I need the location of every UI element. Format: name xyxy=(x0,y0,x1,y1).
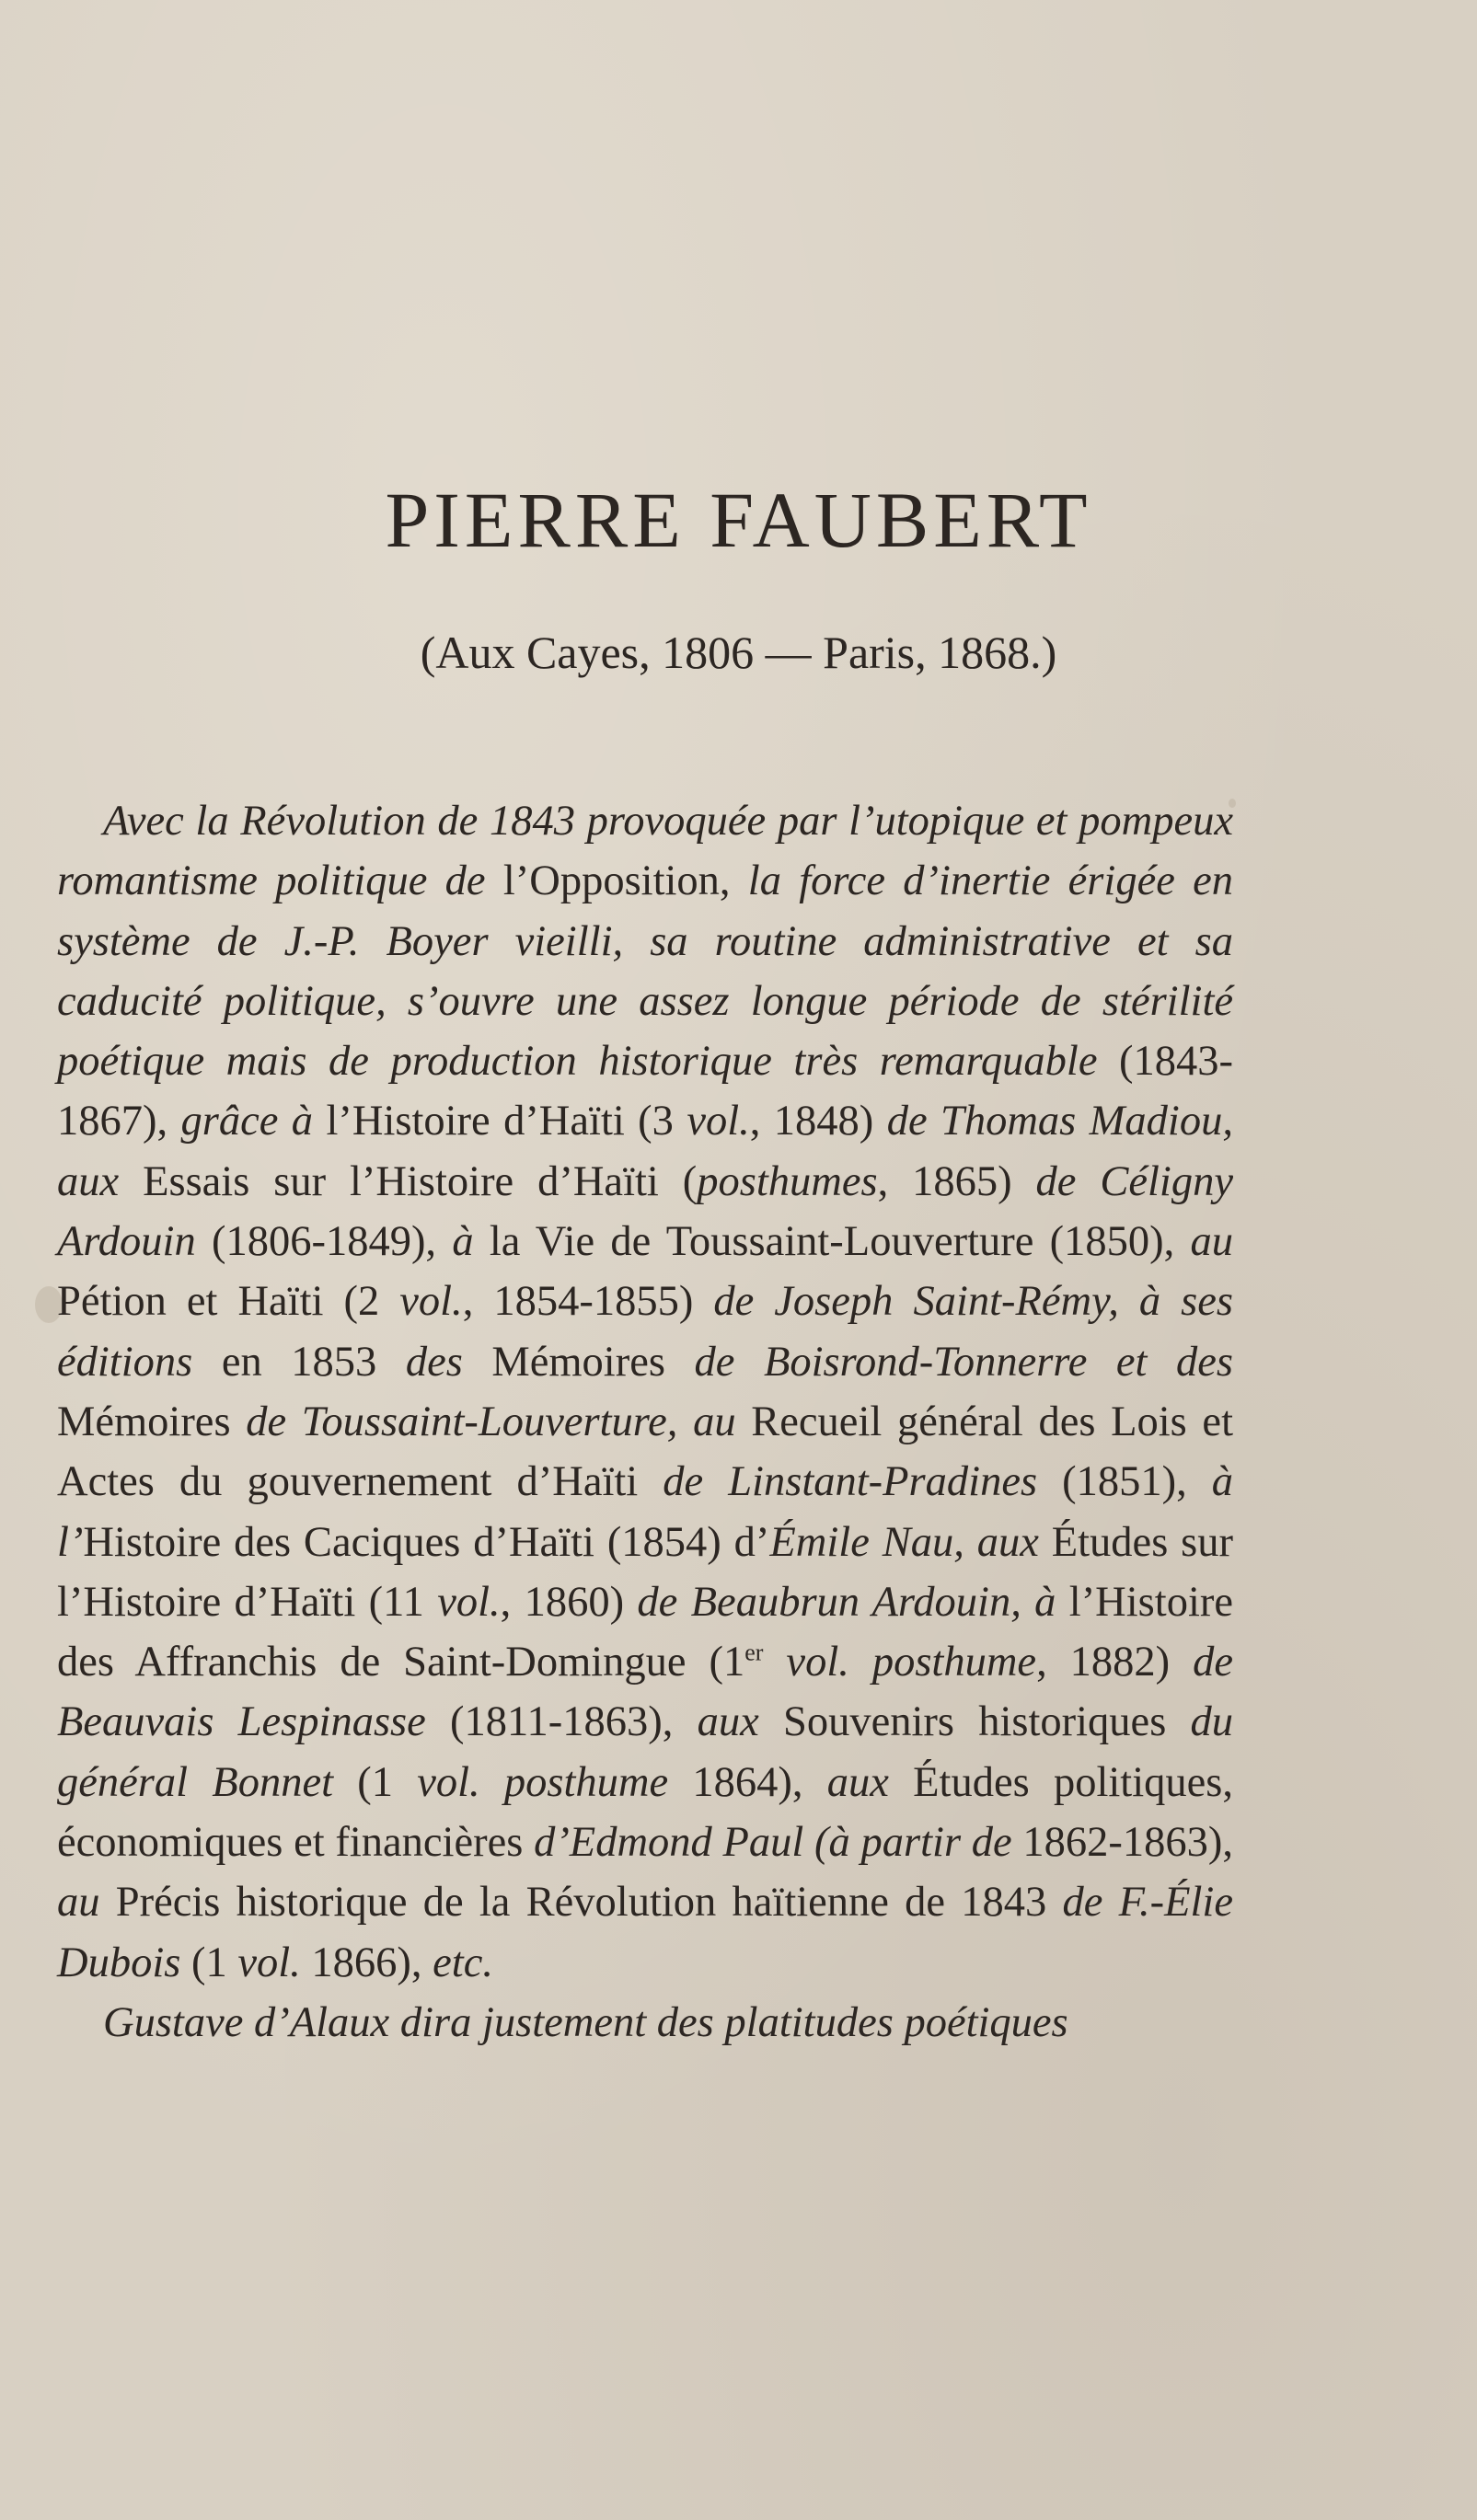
text-run: de Beaubrun Ardouin, à xyxy=(637,1578,1069,1626)
text-run: Souvenirs historiques xyxy=(782,1698,1191,1746)
text-run: 1864), xyxy=(692,1758,827,1806)
text-run: (1 xyxy=(190,1939,238,1986)
text-run: , 1848) xyxy=(749,1098,887,1145)
text-run: d’Edmond Paul (à partir de xyxy=(534,1819,1023,1867)
text-run: Études sur l’Histoire d’Haïti (11 xyxy=(57,1518,1233,1626)
text-run: Essais sur l’Histoire d’Haïti ( xyxy=(143,1157,698,1205)
text-run: Études politiques, économiques et financières xyxy=(57,1758,1233,1867)
text-run: l’Opposition, xyxy=(502,857,748,905)
text-run: de Boisrond-Tonnerre et des xyxy=(694,1338,1234,1386)
text-run: Avec la Révolution de 1843 provoquée par l’utopique et pompeux romantisme politique de xyxy=(57,798,1233,905)
text-run: à l’ xyxy=(57,1458,1233,1566)
text-run: au xyxy=(1190,1218,1233,1266)
paragraph xyxy=(57,1993,1233,2053)
paragraph-text: Gustave d’Alaux dira justement des platitudes poétiques xyxy=(103,1998,1068,2046)
text-run: vol. posthume xyxy=(763,1639,1037,1686)
text-run: l’Histoire des Affranchis de Saint-Domingue (1 xyxy=(57,1578,1233,1686)
text-run: (1806-1849), xyxy=(211,1218,453,1266)
text-run: de Thomas Madiou, aux xyxy=(57,1098,1233,1205)
text-run: de Céligny Ardouin xyxy=(57,1157,1233,1266)
body-text xyxy=(57,791,1233,2053)
text-run: Émile Nau, aux xyxy=(769,1518,1052,1566)
text-run: grâce à xyxy=(180,1098,327,1145)
text-run: Recueil général des Lois et Actes du gouvernement d’Haïti xyxy=(57,1398,1233,1506)
text-run: Mémoires xyxy=(57,1398,247,1445)
text-run: etc. xyxy=(433,1939,493,1986)
text-run: à xyxy=(452,1218,490,1266)
text-run: en 1853 xyxy=(221,1338,406,1386)
text-run: Précis historique de la Révolution haïtienne de 1843 xyxy=(115,1879,1063,1927)
text-run: aux xyxy=(826,1758,914,1806)
text-run: de Linstant-Pradines xyxy=(663,1458,1063,1506)
text-run: , 1865) xyxy=(877,1157,1036,1205)
text-run: de Joseph Saint-Rémy, à ses éditions xyxy=(57,1278,1233,1386)
chapter-title: PIERRE FAUBERT xyxy=(385,476,1092,564)
text-run: 1862-1863), xyxy=(1022,1819,1234,1867)
text-run: Mémoires xyxy=(491,1338,695,1386)
text-run: (1851), xyxy=(1062,1458,1212,1506)
text-run: vol. xyxy=(399,1278,463,1326)
text-run: (1 xyxy=(357,1758,418,1806)
text-run: (1811-1863), xyxy=(450,1698,698,1746)
text-run: vol. xyxy=(237,1939,312,1986)
text-run: , 1854-1855) xyxy=(462,1278,714,1326)
text-run: (1843-1867), xyxy=(57,1038,1233,1145)
text-run: la force d’inertie érigée en système de J.-P. Boyer vieilli, sa routine administrative et sa caducité politique, s’ouvre une assez longue période de stérilité poétique mais de production historique très remarquable xyxy=(57,857,1233,1086)
text-run: posthumes xyxy=(697,1157,878,1205)
text-run: de Beauvais Lespinasse xyxy=(57,1639,1233,1746)
text-run: er xyxy=(744,1639,764,1666)
text-run: vol. xyxy=(437,1578,501,1626)
text-run: Histoire des Caciques d’Haïti (1854) d’ xyxy=(83,1518,770,1566)
text-run: des xyxy=(405,1338,492,1386)
chapter-subtitle: (Aux Cayes, 1806 — Paris, 1868.) xyxy=(420,627,1057,678)
text-run: aux xyxy=(697,1698,783,1746)
text-run: vol. posthume xyxy=(417,1758,693,1806)
text-run: vol. xyxy=(687,1098,750,1145)
text-run: l’Histoire d’Haïti (3 xyxy=(326,1098,687,1145)
text-run: 1866), xyxy=(311,1939,433,1986)
text-run: de F.-Élie Dubois xyxy=(57,1879,1233,1986)
paragraph xyxy=(57,791,1233,1993)
text-run: du général Bonnet xyxy=(57,1698,1234,1806)
text-run: au xyxy=(57,1879,116,1927)
text-run: Pétion et Haïti (2 xyxy=(57,1278,400,1326)
text-run: la Vie de Toussaint-Louverture (1850), xyxy=(489,1218,1191,1266)
text-run: , 1860) xyxy=(500,1578,638,1626)
text-run: de Toussaint-Louverture, au xyxy=(246,1398,752,1445)
text-run: , 1882) xyxy=(1036,1639,1194,1686)
